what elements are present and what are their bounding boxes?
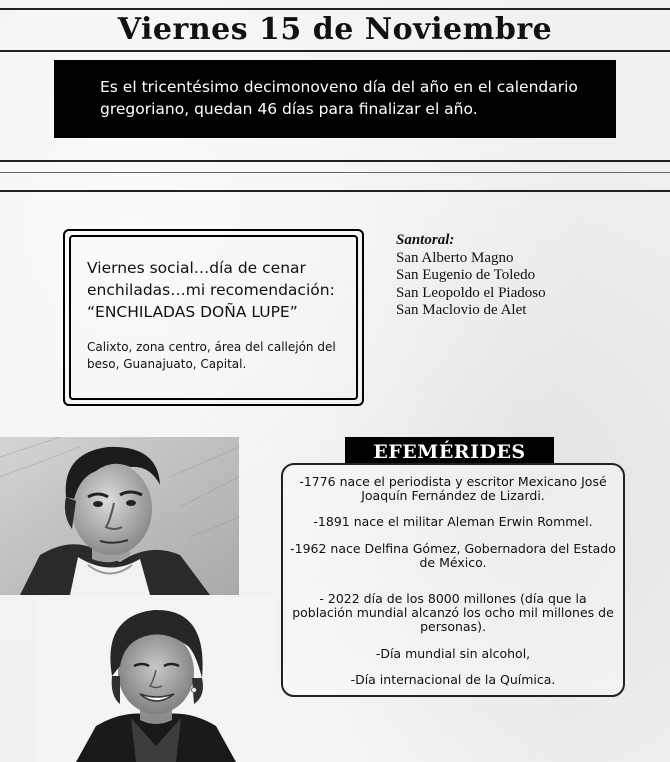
social-address: Calixto, zona centro, área del callejón del beso, Guanajuato, Capital.: [87, 340, 336, 371]
efemeride-item: -1962 nace Delfina Gómez, Gobernadora del Estado de México.: [290, 541, 616, 570]
section-rule-3: [0, 190, 670, 192]
portrait-photo-woman: [36, 596, 277, 762]
section-rule-1: [0, 160, 670, 162]
social-recommendation-text: Viernes social…día de cenar enchiladas…mi recomendación: “ENCHILADAS DOÑA LUPE”: [87, 259, 335, 321]
efemerides-title: EFEMÉRIDES: [345, 437, 554, 464]
santoral-item: San Alberto Magno: [396, 249, 514, 266]
efemeride-item: -1776 nace el periodista y escritor Mexicano José Joaquín Fernández de Lizardi.: [299, 474, 607, 503]
santoral: [396, 232, 546, 320]
santoral-item: San Eugenio de Toledo: [396, 267, 536, 283]
efemerides-box: [281, 463, 625, 697]
engraving-portrait-image: [0, 437, 239, 595]
social-recommendation-box: [63, 229, 364, 406]
efemeride-item: -1891 nace el militar Aleman Erwin Rommel.: [313, 514, 593, 529]
santoral-item: San Maclovio de Alet: [396, 302, 527, 318]
social-recommendation-inner: [69, 235, 358, 400]
efemeride-item: -Día internacional de la Química.: [350, 672, 556, 687]
woman-portrait-image: [36, 596, 277, 762]
efemeride-item: -Día mundial sin alcohol,: [375, 646, 531, 661]
santoral-item: San Leopoldo el Piadoso: [396, 284, 546, 301]
intro-text: Es el tricentésimo decimonoveno día del año en el calendario gregoriano, quedan 46 días para finalizar el año.: [100, 78, 578, 118]
section-rule-2: [0, 172, 670, 173]
portrait-engraving-man: [0, 437, 239, 595]
title-rule: [0, 50, 670, 52]
intro-box: [54, 60, 616, 138]
santoral-title: Santoral:: [396, 232, 455, 248]
top-rule: [0, 8, 670, 10]
page-title: Viernes 15 de Noviembre: [117, 12, 553, 47]
efemeride-item: - 2022 día de los 8000 millones (día que la población mundial alcanzó los ocho mil millones de personas).: [292, 591, 614, 634]
